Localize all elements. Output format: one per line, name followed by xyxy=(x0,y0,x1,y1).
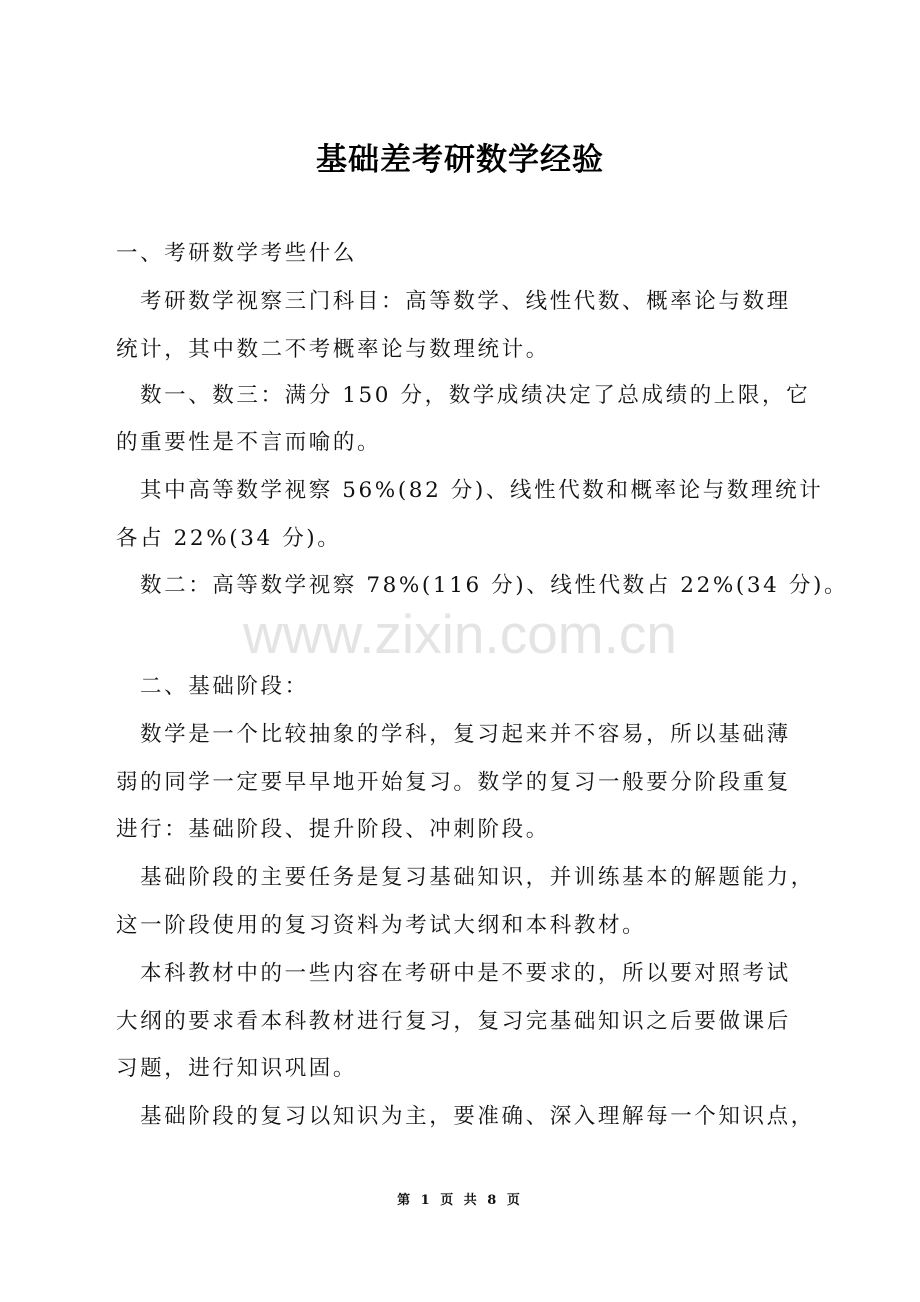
paragraph-line: 进行：基础阶段、提升阶段、冲刺阶段。 xyxy=(116,817,550,842)
paragraph-line: 弱的同学一定要早早地开始复习。数学的复习一般要分阶段重复 xyxy=(116,770,791,795)
paragraph-line: 其中高等数学视察 56%(82 分)、线性代数和概率论与数理统计 xyxy=(140,478,824,503)
section-heading-2: 二、基础阶段： xyxy=(140,674,309,699)
paragraph-line: 大纲的要求看本科教材进行复习，复习完基础知识之后要做课后 xyxy=(116,1009,791,1034)
document-title: 基础差考研数学经验 xyxy=(316,142,604,178)
page-number-footer: 第 1 页 共 8 页 xyxy=(397,1193,523,1208)
paragraph-line: 各占 22%(34 分)。 xyxy=(116,526,342,551)
paragraph-line: 基础阶段的复习以知识为主，要准确、深入理解每一个知识点， xyxy=(140,1104,815,1129)
watermark: www.zixin.com.cn xyxy=(243,603,677,665)
paragraph-line: 数一、数三：满分 150 分，数学成绩决定了总成绩的上限，它 xyxy=(140,383,811,408)
paragraph-line: 的重要性是不言而喻的。 xyxy=(116,430,382,455)
paragraph-line: 基础阶段的主要任务是复习基础知识，并训练基本的解题能力， xyxy=(140,865,815,890)
section-heading-1: 一、考研数学考些什么 xyxy=(116,241,358,266)
paragraph-line: 数学是一个比较抽象的学科，复习起来并不容易，所以基础薄 xyxy=(140,722,791,747)
paragraph-line: 统计，其中数二不考概率论与数理统计。 xyxy=(116,337,550,362)
paragraph-line: 习题，进行知识巩固。 xyxy=(116,1056,358,1081)
paragraph-line: 考研数学视察三门科目：高等数学、线性代数、概率论与数理 xyxy=(140,289,791,314)
paragraph-line: 数二：高等数学视察 78%(116 分)、线性代数占 22%(34 分)。 xyxy=(140,573,849,598)
paragraph-line: 这一阶段使用的复习资料为考试大纲和本科教材。 xyxy=(116,913,647,938)
paragraph-line: 本科教材中的一些内容在考研中是不要求的，所以要对照考试 xyxy=(140,961,791,986)
